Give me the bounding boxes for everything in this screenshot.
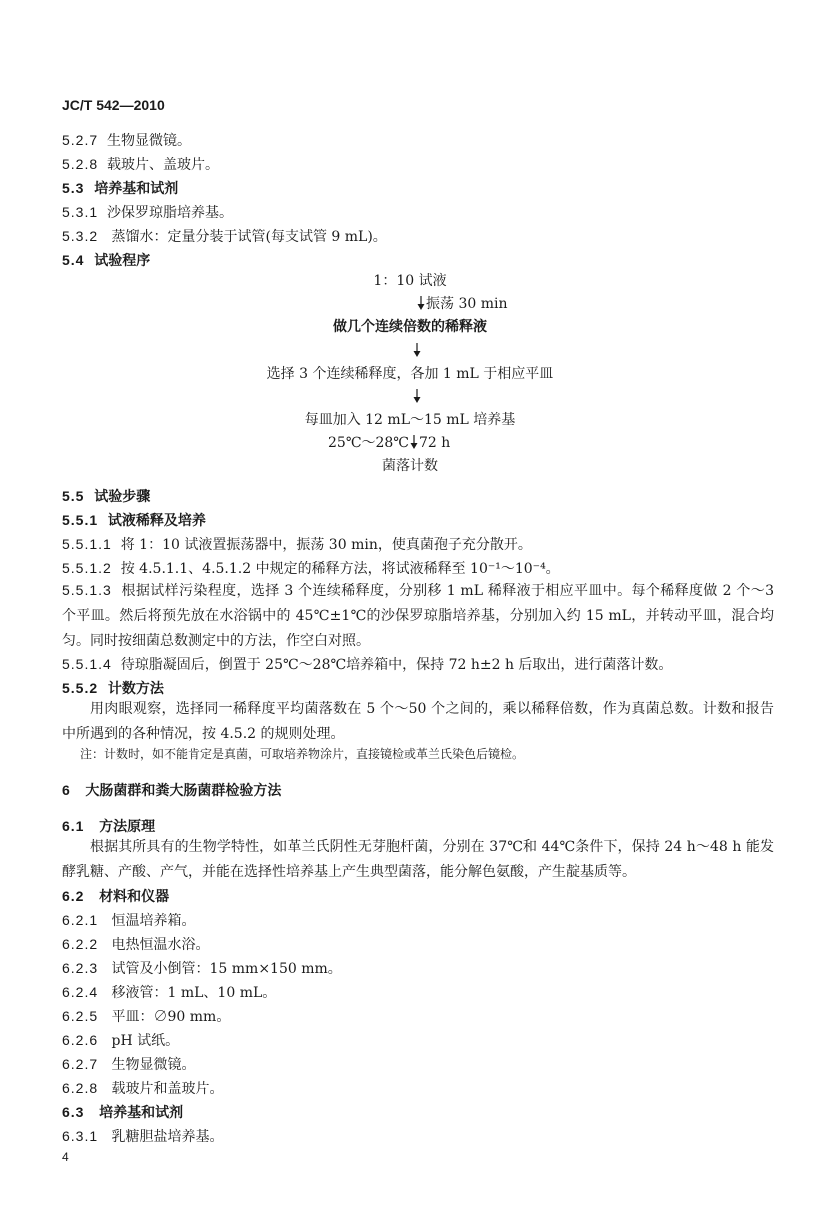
down-arrow-icon	[409, 435, 419, 449]
item-6-2-8: 6.2.8 载玻片和盖玻片。	[62, 1080, 224, 1097]
item-6-2-4: 6.2.4 移液管：1 mL、10 mL。	[62, 984, 277, 1001]
item-5-5-1-1: 5.5.1.1 将 1：10 试液置振荡器中，振荡 30 min，使真菌孢子充分散开。	[62, 536, 532, 553]
item-5-5-1-3: 5.5.1.3 根据试样污染程度，选择 3 个连续稀释度，分别移 1 mL 稀释液于相应平皿中。每个稀释度做 2 个～3 个平皿。然后将预先放在水浴锅中的 45℃±1℃的沙保罗琼脂培养基，分别加入约 15 mL，并转动平皿，混合均匀。同时按细菌总数测定中的方法，作空白对照。	[62, 582, 774, 649]
item-6-2-7: 6.2.7 生物显微镜。	[62, 1056, 196, 1073]
item-5-5-1-4: 5.5.1.4 待琼脂凝固后，倒置于 25℃～28℃培养箱中，保持 72 h±2 h 后取出，进行菌落计数。	[62, 656, 673, 673]
item-6-2-1: 6.2.1 恒温培养箱。	[62, 912, 196, 929]
flow-arrow-1-label: 振荡 30 min	[426, 296, 508, 312]
heading-5-5-1: 5.5.1 试液稀释及培养	[62, 512, 206, 529]
flow-step-4: 每皿加入 12 mL～15 mL 培养基	[304, 412, 516, 428]
item-5-5-1-2: 5.5.1.2 按 4.5.1.1、4.5.1.2 中规定的稀释方法，将试液稀释至 10⁻¹～10⁻⁴。	[62, 560, 560, 577]
paragraph-6-1: 根据其所具有的生物学特性，如革兰氏阴性无芽胞杆菌，分别在 37℃和 44℃条件下，保持 24 h～48 h 能发酵乳糖、产酸、产气，并能在选择性培养基上产生典型菌落，能分解色氨酸，产生靛基质等。	[62, 839, 774, 880]
item-6-2-3: 6.2.3 试管及小倒管：15 mm×150 mm。	[62, 960, 342, 977]
heading-5-5: 5.5 试验步骤	[62, 488, 151, 505]
flow-arrow-4-right-label: 72 h	[418, 435, 451, 451]
flow-arrow-1	[416, 295, 507, 313]
flow-step-1: 1：10 试液	[373, 273, 447, 289]
item-6-3-1: 6.3.1 乳糖胆盐培养基。	[62, 1128, 224, 1145]
flow-arrow-2	[412, 342, 422, 360]
flow-step-5: 菌落计数	[382, 458, 438, 474]
item-6-2-6: 6.2.6 pH 试纸。	[62, 1032, 180, 1049]
heading-6-3: 6.3 培养基和试剂	[62, 1104, 184, 1121]
item-5-3-2: 5.3.2 蒸馏水：定量分装于试管(每支试管 9 mL)。	[62, 228, 387, 245]
flow-arrow-4-left-label: 25℃～28℃	[328, 435, 409, 451]
heading-5-3: 5.3 培养基和试剂	[62, 180, 179, 197]
flow-step-2: 做几个连续倍数的稀释液	[333, 319, 487, 335]
heading-6-1: 6.1 方法原理	[62, 818, 156, 835]
down-arrow-icon	[412, 389, 422, 403]
flow-arrow-3	[412, 388, 422, 406]
flow-step-3: 选择 3 个连续稀释度，各加 1 mL 于相应平皿	[266, 366, 554, 382]
paragraph-5-5-2: 用肉眼观察，选择同一稀释度平均菌落数在 5 个～50 个之间的，乘以稀释倍数，作为真菌总数。计数和报告中所遇到的各种情况，按 4.5.2 的规则处理。	[62, 701, 774, 742]
note-5-5-2: 注：计数时，如不能肯定是真菌，可取培养物涂片，直接镜检或革兰氏染色后镜检。	[80, 747, 525, 761]
down-arrow-icon	[412, 343, 422, 357]
item-5-2-7: 5.2.7 生物显微镜。	[62, 132, 192, 149]
flow-arrow-4	[328, 434, 450, 452]
standard-code: JC/T 542—2010	[62, 97, 165, 113]
item-6-2-5: 6.2.5 平皿：∅90 mm。	[62, 1008, 231, 1025]
heading-5-4: 5.4 试验程序	[62, 252, 151, 269]
heading-6-2: 6.2 材料和仪器	[62, 888, 170, 905]
page-number: 4	[62, 1150, 69, 1164]
heading-6: 6 大肠菌群和粪大肠菌群检验方法	[62, 782, 282, 799]
down-arrow-icon	[416, 296, 426, 310]
item-5-3-1: 5.3.1 沙保罗琼脂培养基。	[62, 204, 234, 221]
item-6-2-2: 6.2.2 电热恒温水浴。	[62, 936, 210, 953]
heading-5-5-2: 5.5.2 计数方法	[62, 680, 164, 697]
item-5-2-8: 5.2.8 载玻片、盖玻片。	[62, 156, 220, 173]
